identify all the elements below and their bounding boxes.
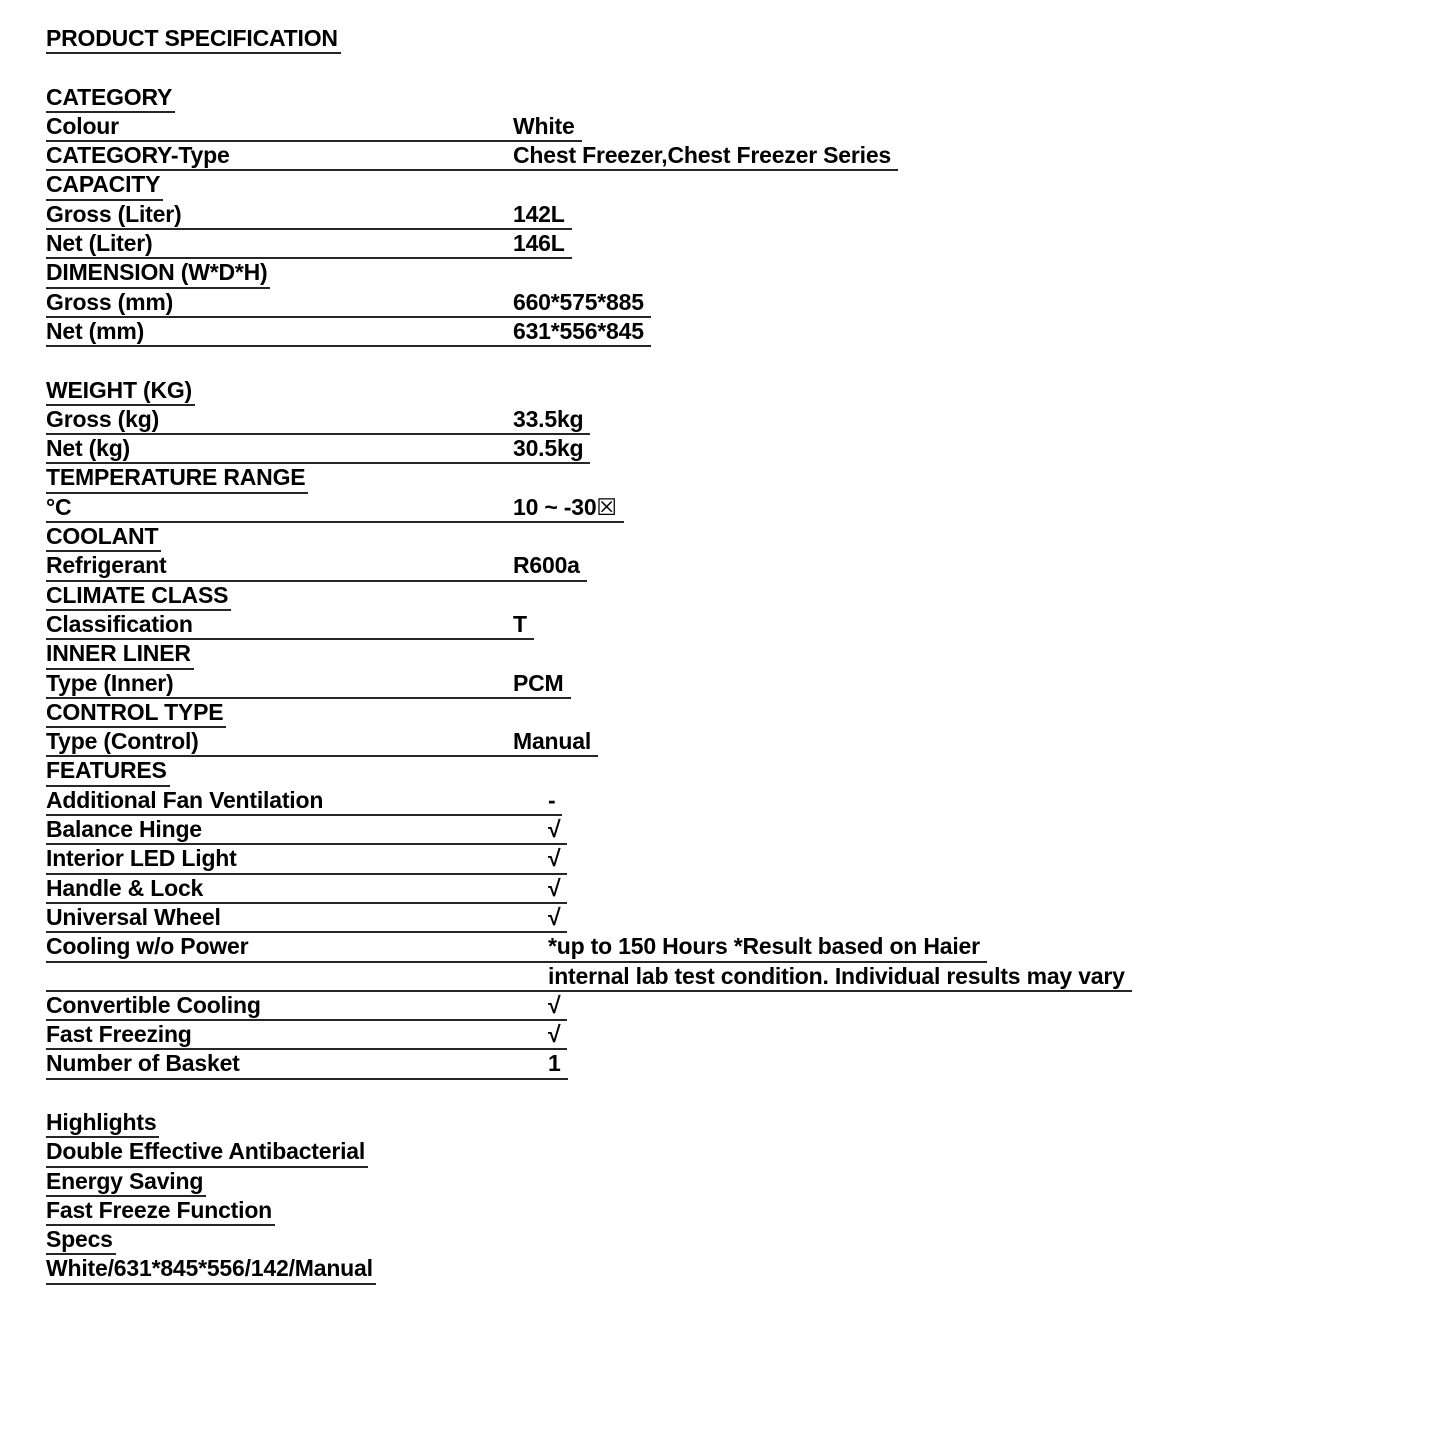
- section-heading-category: CATEGORY: [46, 84, 175, 113]
- spec-label: Colour: [46, 112, 119, 139]
- spec-label: Net (Liter): [46, 230, 153, 257]
- feature-row-universal-wheel: [46, 904, 567, 933]
- spec-value: T: [513, 610, 527, 637]
- spec-row-type-control: [46, 728, 598, 757]
- spec-value: 631*556*845: [513, 317, 644, 344]
- spec-value: Chest Freezer,Chest Freezer Series: [513, 142, 892, 169]
- checkmark-glyph: √: [548, 903, 561, 930]
- spec-label: Net (mm): [46, 317, 145, 344]
- spec-value: 33.5kg: [513, 405, 584, 432]
- spec-value: 146L: [513, 230, 565, 257]
- spec-row-net-liter: [46, 230, 572, 259]
- feature-row-fast-freezing: [46, 1021, 567, 1050]
- highlight-item-fast-freeze: Fast Freeze Function: [46, 1197, 275, 1226]
- feature-row-fan-ventilation: [46, 787, 562, 816]
- spec-row-colour: [46, 113, 582, 142]
- section-heading-capacity: CAPACITY: [46, 171, 163, 200]
- section-heading-inner-liner: INNER LINER: [46, 640, 194, 669]
- section-heading-climate-class: CLIMATE CLASS: [46, 582, 231, 611]
- spec-label: Gross (kg): [46, 405, 160, 432]
- feature-label: Cooling w/o Power: [46, 933, 249, 960]
- checkmark-glyph: √: [548, 874, 561, 901]
- spec-label: °C: [46, 493, 72, 520]
- spec-value: 142L: [513, 200, 565, 227]
- spec-row-refrigerant: [46, 552, 587, 581]
- spec-row-gross-mm: [46, 289, 651, 318]
- feature-label: Number of Basket: [46, 1050, 240, 1077]
- spec-row-net-kg: [46, 435, 590, 464]
- feature-row-interior-led-light: [46, 845, 567, 874]
- spec-label: Type (Control): [46, 728, 199, 755]
- feature-value: -: [548, 786, 556, 813]
- feature-row-cooling-wo-power: [46, 933, 987, 962]
- spec-row-temperature: [46, 494, 624, 523]
- feature-label: Balance Hinge: [46, 816, 202, 843]
- specs-title: Specs: [46, 1226, 116, 1255]
- section-heading-features: FEATURES: [46, 757, 170, 786]
- spec-value: White: [513, 112, 575, 139]
- spec-row-gross-liter: [46, 201, 572, 230]
- section-heading-temperature-range: TEMPERATURE RANGE: [46, 464, 308, 493]
- feature-value: *up to 150 Hours *Result based on Haier: [548, 933, 980, 960]
- feature-label: Additional Fan Ventilation: [46, 786, 324, 813]
- specs-summary-value: White/631*845*556/142/Manual: [46, 1255, 376, 1284]
- section-heading-weight: WEIGHT (KG): [46, 377, 195, 406]
- feature-label: Interior LED Light: [46, 845, 237, 872]
- feature-label: Handle & Lock: [46, 874, 204, 901]
- spec-label: Net (kg): [46, 435, 131, 462]
- section-heading-dimension: DIMENSION (W*D*H): [46, 259, 270, 288]
- spec-value: 10 ~ -30☒: [513, 493, 617, 520]
- highlight-item-antibacterial: Double Effective Antibacterial: [46, 1138, 368, 1167]
- spec-label: Refrigerant: [46, 552, 167, 579]
- spec-row-category-type: [46, 142, 898, 171]
- highlight-item-energy-saving: Energy Saving: [46, 1168, 206, 1197]
- spec-row-gross-kg: [46, 406, 590, 435]
- highlights-title: Highlights: [46, 1109, 159, 1138]
- checkmark-glyph: √: [548, 1021, 561, 1048]
- spec-label: CATEGORY-Type: [46, 142, 230, 169]
- spec-row-type-inner: [46, 670, 571, 699]
- spec-row-classification: [46, 611, 534, 640]
- spec-value: PCM: [513, 669, 564, 696]
- feature-value: internal lab test condition. Individual results may vary: [548, 962, 1125, 989]
- spec-value: 660*575*885: [513, 288, 644, 315]
- spec-label: Type (Inner): [46, 669, 174, 696]
- feature-row-number-of-basket: [46, 1050, 568, 1079]
- feature-row-cooling-wo-power-continued: [46, 963, 1132, 992]
- section-heading-coolant: COOLANT: [46, 523, 161, 552]
- page-title: PRODUCT SPECIFICATION: [46, 25, 341, 54]
- spec-row-net-mm: [46, 318, 651, 347]
- checkmark-glyph: √: [548, 845, 561, 872]
- checkmark-glyph: √: [548, 991, 561, 1018]
- spec-label: Gross (Liter): [46, 200, 182, 227]
- feature-value: 1: [548, 1050, 561, 1077]
- spec-value: R600a: [513, 552, 580, 579]
- feature-row-balance-hinge: [46, 816, 567, 845]
- feature-label: Fast Freezing: [46, 1021, 192, 1048]
- feature-label: Universal Wheel: [46, 903, 221, 930]
- spec-label: Classification: [46, 610, 193, 637]
- spec-label: Gross (mm): [46, 288, 174, 315]
- feature-label: Convertible Cooling: [46, 991, 261, 1018]
- checkmark-glyph: √: [548, 816, 561, 843]
- feature-row-convertible-cooling: [46, 992, 567, 1021]
- spec-value: 30.5kg: [513, 435, 584, 462]
- feature-row-handle-lock: [46, 875, 567, 904]
- section-heading-control-type: CONTROL TYPE: [46, 699, 226, 728]
- spec-value: Manual: [513, 728, 592, 755]
